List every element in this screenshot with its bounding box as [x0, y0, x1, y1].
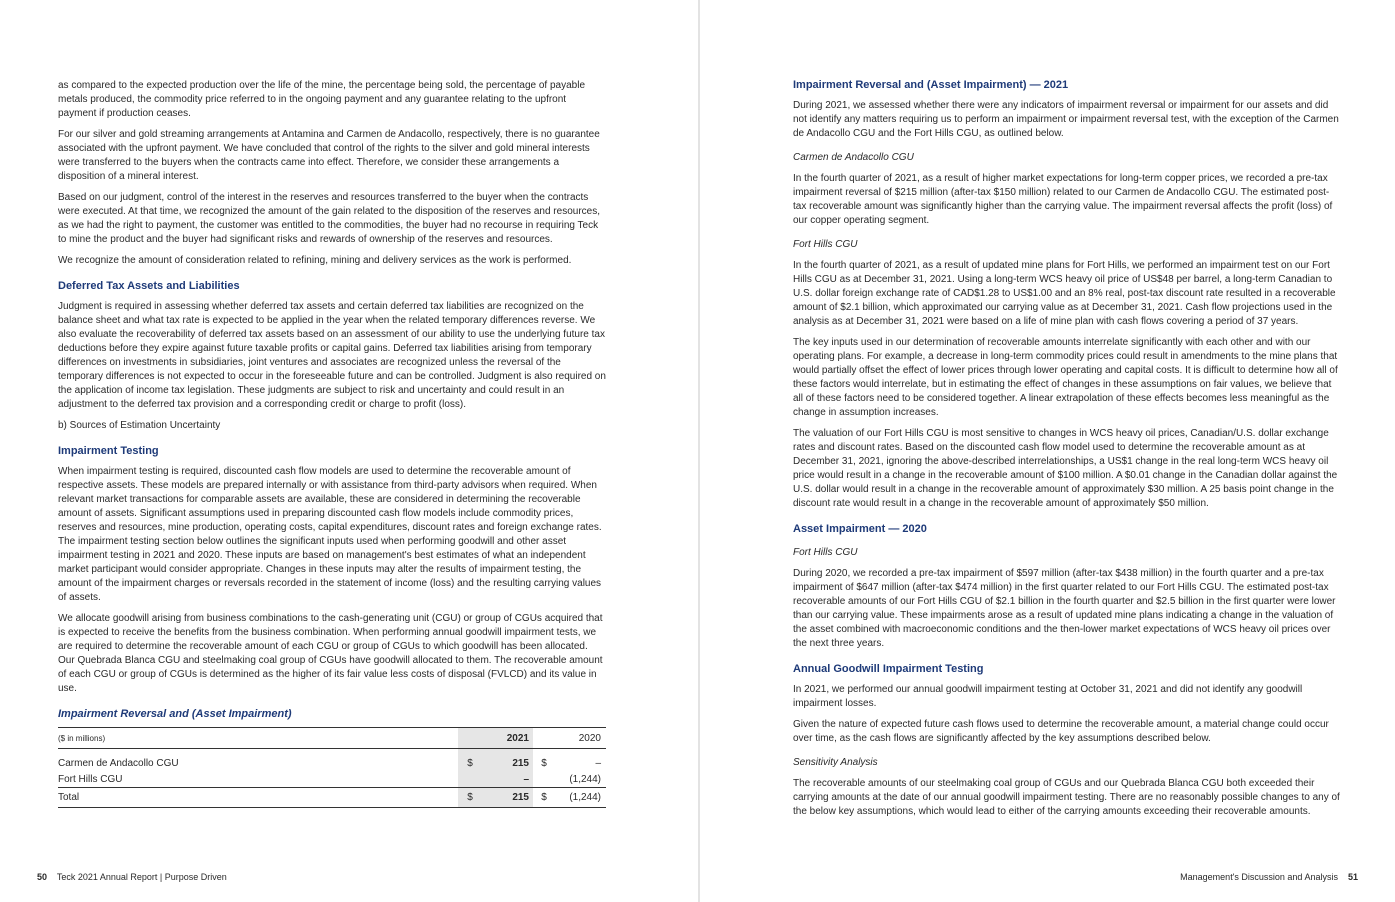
- table-row: [58, 771, 606, 788]
- value-2020: (1,244): [569, 773, 601, 785]
- paragraph: In 2021, we performed our annual goodwill impairment testing at October 31, 2021 and did not identify any goodwill impairment losses.: [793, 684, 1303, 709]
- footer-text: Teck 2021 Annual Report | Purpose Driven: [56, 872, 227, 882]
- value-2021: 215: [482, 749, 533, 772]
- paragraph: During 2020, we recorded a pre-tax impairment of $597 million (after-tax $438 million) in the fourth quarter and a pre-tax impairment of $647 million (after-tax $474 million) in the first quarter related to our Fort Hills CGU. The estimated post-tax recoverable amounts of our Fort Hills CGU of $2.1 billion in the fourth quarter and $2.5 billion in the first quarter were lower than our carrying value. These impairments arose as a result of updated mine plans indicating a change in the valuation of the asset combined with macroeconomic conditions and the then-lower market expectations of WCS heavy oil prices over the next three years.: [793, 568, 1336, 649]
- table-title: Impairment Reversal and (Asset Impairment): [58, 708, 292, 720]
- impairment-table: [58, 727, 606, 808]
- paragraph: We recognize the amount of consideration related to refining, mining and delivery services as the work is performed.: [58, 255, 572, 266]
- paragraph: Judgment is required in assessing whether deferred tax assets and certain deferred tax liabilities are recognized on the balance sheet and what tax rate is expected to be applied in the year when the related temporary differences reverse. We also evaluate the recoverability of deferred tax assets based on an assessment of our ability to use the underlying future tax deductions before they expire against future taxable profits or capital gains. Deferred tax liabilities arising from temporary differences on investments in subsidiaries, joint ventures and associates are recognized unless the reversal of the temporary differences is not expected to occur in the foreseeable future and can be controlled. Judgment is also required on the application of income tax legislation. These judgments are subject to risk and uncertainty and could result in an adjustment to the deferred tax provision and a corresponding credit or charge to profit (loss).: [58, 301, 606, 410]
- currency-symbol: $: [458, 749, 482, 772]
- row-label: Total: [58, 788, 458, 808]
- row-label: Carmen de Andacollo CGU: [58, 757, 179, 769]
- paragraph: In the fourth quarter of 2021, as a result of higher market expectations for long-term copper prices, we recorded a pre-tax impairment reversal of $215 million (after-tax $150 million) related to our Carmen de Andacollo CGU. The estimated post-tax recoverable amount was significantly higher than the carrying value. The impairment reversal affects the profit (loss) of our copper operating segment.: [793, 173, 1333, 226]
- column-header-2020: 2020: [555, 728, 606, 749]
- table-row: [58, 749, 606, 772]
- currency-symbol: $: [533, 788, 555, 808]
- section-heading-reversal-2021: Impairment Reversal and (Asset Impairment) — 2021: [793, 79, 1069, 91]
- value-2020: (1,244): [555, 788, 606, 808]
- subsection-label: b) Sources of Estimation Uncertainty: [58, 420, 221, 431]
- paragraph: The recoverable amounts of our steelmaking coal group of CGUs and our Quebrada Blanca CGU both exceeded their carrying amounts at the date of our annual goodwill impairment testing. There are no reasonably possible changes to any of the below key assumptions, which would lead to either of the carrying amounts exceeding their recoverable amounts.: [793, 778, 1340, 817]
- paragraph: Based on our judgment, control of the interest in the reserves and resources transferred to the buyer when the contracts were executed. At that time, we recognized the amount of the gain related to the disposition of the reserves and resources, as we had the right to payment, the customer was entitled to the commodities, the buyer had no recourse in requiring Teck to mine the product and the buyer had significant risks and rewards of ownership of the reserves and resources.: [58, 192, 600, 245]
- paragraph: The key inputs used in our determination of recoverable amounts interrelate significantly with each other and with our operating plans. For example, a decrease in long-term commodity prices could result in amendments to the mine plans that would partially offset the effect of lower prices through lower operating and capital costs. It is difficult to determine how all of these factors would interrelate, but in estimating the effect of changes in these assumptions on fair values, we believe that all of these factors need to be considered together. A linear extrapolation of these effects becomes less meaningful as the change in assumption increases.: [793, 337, 1338, 418]
- paragraph: The valuation of our Fort Hills CGU is most sensitive to changes in WCS heavy oil prices, Canadian/U.S. dollar exchange rates and discount rates. Based on the discounted cash flow model used to determine the recoverable amount as at December 31, 2021, ignoring the above-described interrelationships, a US$1 change in the real long-term WCS heavy oil price would result in a change in the recoverable amount of $100 million. A $0.01 change in the Canadian dollar against the U.S. dollar would result in a change in the recoverable amount of approximately $30 million. A 25 basis point change in the discount rate would result in a change in the recoverable amount of approximately $50 million.: [793, 428, 1338, 509]
- right-column: [793, 78, 1340, 826]
- paragraph: For our silver and gold streaming arrangements at Antamina and Carmen de Andacollo, respectively, there is no guarantee associated with the upfront payment. We have concluded that control of the rights to the silver and gold mineral interests were transferred to the buyers when the contracts came into effect. Therefore, we consider these arrangements a disposition of a mineral interest.: [58, 129, 600, 182]
- currency-symbol: $: [541, 757, 547, 769]
- subheading-fort-hills: Fort Hills CGU: [793, 239, 858, 250]
- table-total-row: [58, 788, 606, 808]
- paragraph: Given the nature of expected future cash flows used to determine the recoverable amount, a material change could occur over time, as the cash flows are significantly affected by the key assumptions described below.: [793, 719, 1329, 744]
- column-header-2021: 2021: [482, 728, 533, 749]
- currency-symbol: [533, 771, 555, 788]
- paragraph: When impairment testing is required, discounted cash flow models are used to determine the recoverable amount of respective assets. These models are prepared internally or with assistance from third-party advisors when required. When relevant market transactions for comparable assets are available, these are considered in determining the recoverable amount of assets. Significant assumptions used in preparing discounted cash flow models include commodity prices, reserves and resources, mine production, operating costs, capital expenditures, discount rates and foreign exchange rates. The impairment testing section below outlines the significant inputs used when performing goodwill and other asset impairment testing in 2021 and 2020. These inputs are based on management's best estimates of what an independent market participant would consider appropriate. Changes in these inputs may alter the results of impairment testing, the amount of the impairment charges or reversals recorded in the statement of income (loss) and the resulting carrying values of assets.: [58, 466, 602, 603]
- currency-symbol: [458, 771, 482, 788]
- footer-right: [1180, 872, 1358, 882]
- paragraph: We allocate goodwill arising from business combinations to the cash-generating unit (CGU) or group of CGUs acquired that is expected to receive the benefits from the business combination. When performing annual goodwill impairment tests, we are required to determine the recoverable amount of each CGU or group of CGUs to which goodwill has been allocated. Our Quebrada Blanca CGU and steelmaking coal group of CGUs have goodwill allocated to them. The recoverable amount of each CGU or group of CGUs is determined as the higher of its fair value less costs of disposal (FVLCD) and its value in use.: [58, 613, 603, 694]
- section-heading-impairment-testing: Impairment Testing: [58, 445, 159, 457]
- paragraph: During 2021, we assessed whether there were any indicators of impairment reversal or impairment for our assets and did not identify any matters requiring us to perform an impairment or impairment reversal test, with the exception of the Carmen de Andacollo CGU and the Fort Hills CGU, as outlined below.: [793, 100, 1339, 139]
- right-page: [700, 0, 1395, 902]
- subheading-fort-hills-2020: Fort Hills CGU: [793, 547, 858, 558]
- page-number: 51: [1347, 872, 1358, 882]
- value-2020: –: [595, 757, 601, 769]
- subheading-carmen-de-andacollo: Carmen de Andacollo CGU: [793, 152, 914, 163]
- table-header-row: [58, 728, 606, 749]
- section-heading-goodwill: Annual Goodwill Impairment Testing: [793, 663, 984, 675]
- footer-text: Management's Discussion and Analysis: [1180, 872, 1338, 882]
- paragraph: In the fourth quarter of 2021, as a result of updated mine plans for Fort Hills, we performed an impairment test on our Fort Hills CGU as at December 31, 2021. Using a long-term WCS heavy oil price of US$48 per barrel, a long-term Canadian to U.S. dollar foreign exchange rate of CAD$1.28 to US$1.00 and an 8% real, post-tax discount rate resulted in a recoverable amount of $2.1 billion, which approximated our carrying value as at December 31, 2021. Cash flow projections used in the analysis as at December 31, 2021 were based on a life of mine plan with cash flows covering a period of 37 years.: [793, 260, 1336, 327]
- footer-left: [37, 872, 227, 882]
- section-heading-deferred-tax: Deferred Tax Assets and Liabilities: [58, 280, 240, 292]
- unit-label: ($ in millions): [58, 728, 458, 749]
- section-heading-asset-impairment-2020: Asset Impairment — 2020: [793, 523, 927, 535]
- value-2021: 215: [482, 788, 533, 808]
- page-number: 50: [37, 872, 48, 882]
- paragraph: as compared to the expected production over the life of the mine, the percentage being sold, the percentage of payable metals produced, the commodity price referred to in the ongoing payment and any guarantee relating to the upfront payment if production ceases.: [58, 80, 586, 119]
- value-2021: –: [482, 771, 533, 788]
- row-label: Fort Hills CGU: [58, 773, 123, 785]
- subheading-sensitivity: Sensitivity Analysis: [793, 757, 878, 768]
- currency-symbol: $: [458, 788, 482, 808]
- left-column: [58, 79, 606, 808]
